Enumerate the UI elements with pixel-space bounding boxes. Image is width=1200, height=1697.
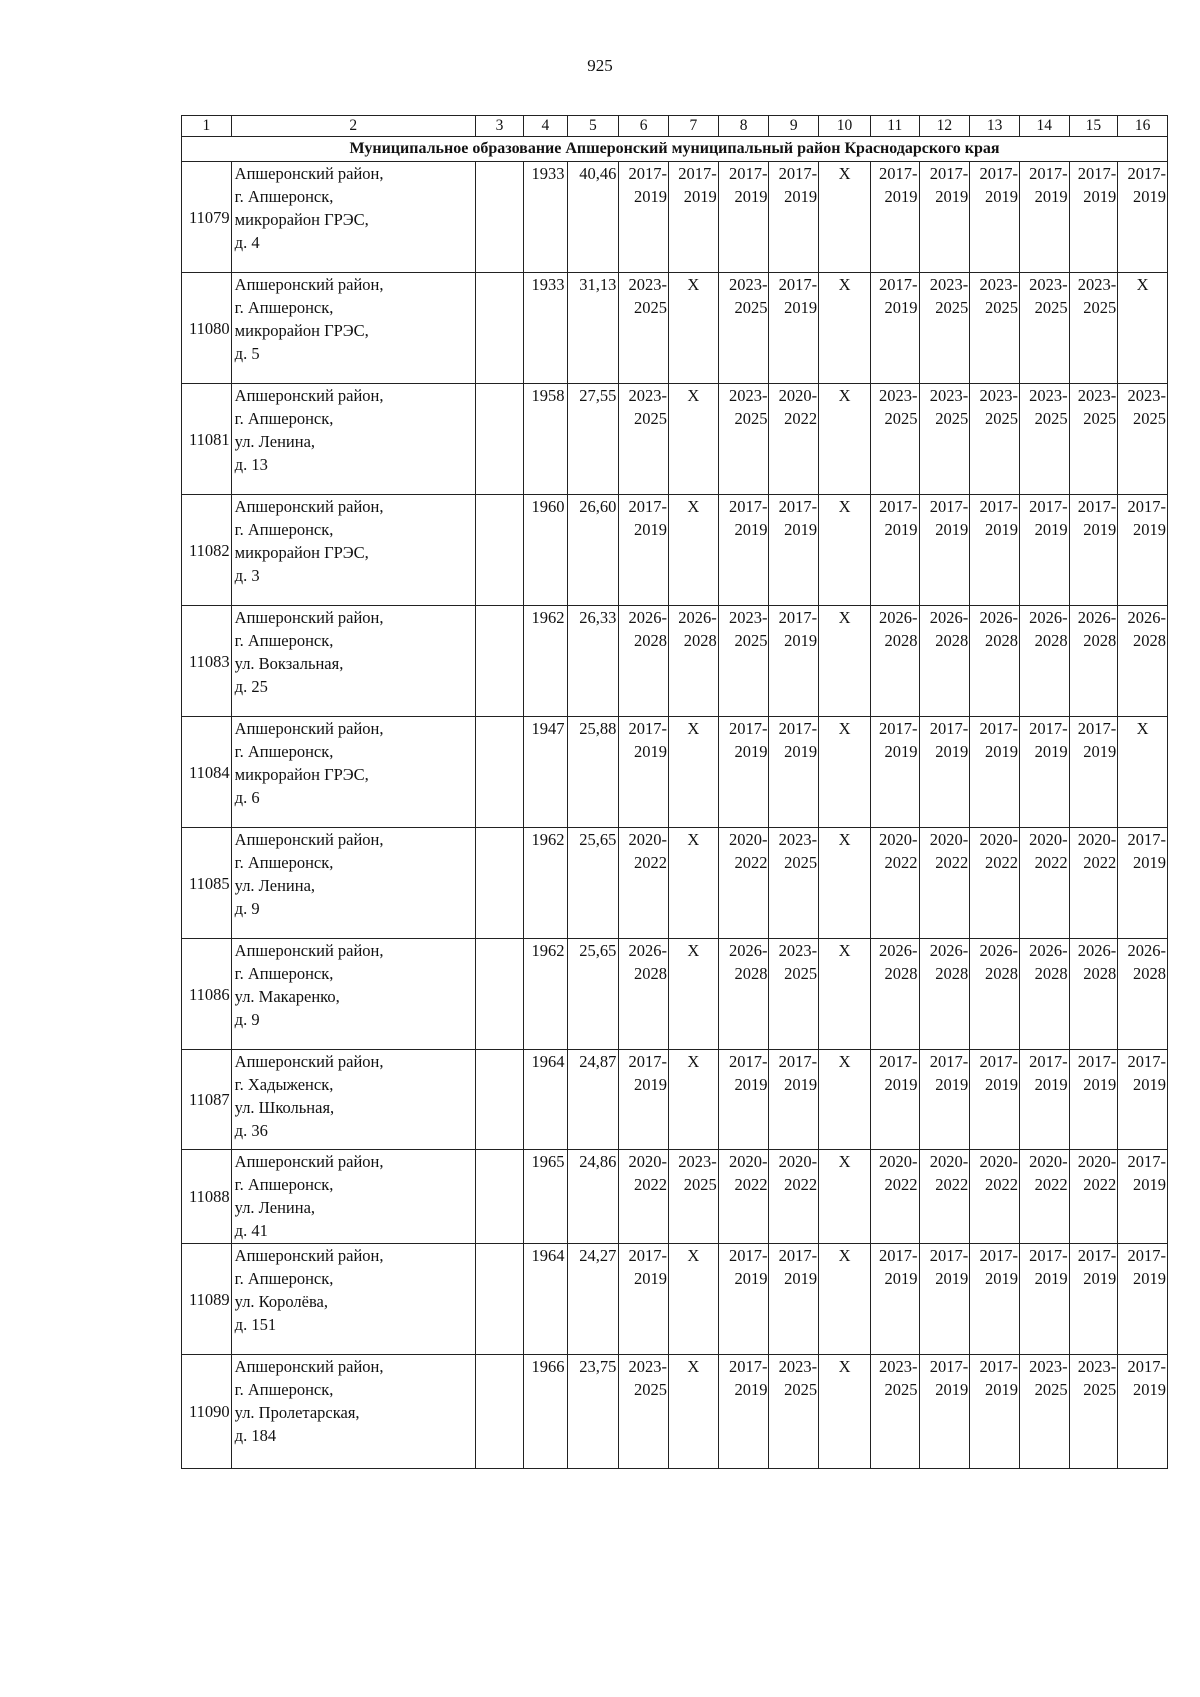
- period-cell-12: 2026- 2028: [919, 606, 970, 717]
- period-cell-13: 2017- 2019: [970, 1355, 1020, 1469]
- address-cell: Апшеронский район, г. Апшеронск, ул. Ленина, д. 13: [231, 384, 475, 495]
- period-cell-10: Х: [819, 1244, 871, 1355]
- period-cell-14: 2020- 2022: [1019, 1150, 1069, 1244]
- period-cell-6: 2023- 2025: [619, 273, 669, 384]
- period-cell-11: 2026- 2028: [870, 939, 919, 1050]
- period-cell-6: 2020- 2022: [619, 828, 669, 939]
- period-cell-6: 2017- 2019: [619, 1050, 669, 1150]
- year-built-cell: 1964: [524, 1050, 567, 1150]
- period-cell-13: 2017- 2019: [970, 495, 1020, 606]
- period-cell-9: 2017- 2019: [769, 717, 819, 828]
- period-cell-13: 2023- 2025: [970, 384, 1020, 495]
- value-cell: 25,88: [567, 717, 619, 828]
- period-cell-8: 2023- 2025: [718, 606, 769, 717]
- period-cell-15: 2017- 2019: [1069, 1050, 1118, 1150]
- period-cell-16: 2017- 2019: [1118, 1150, 1168, 1244]
- period-cell-9: 2020- 2022: [769, 384, 819, 495]
- address-cell: Апшеронский район, г. Апшеронск, ул. Королёва, д. 151: [231, 1244, 475, 1355]
- page-number: 925: [587, 56, 613, 75]
- period-cell-7: Х: [669, 1244, 719, 1355]
- table-row: [182, 495, 1168, 606]
- period-cell-9: 2017- 2019: [769, 273, 819, 384]
- period-cell-15: 2017- 2019: [1069, 1244, 1118, 1355]
- value-cell: 24,86: [567, 1150, 619, 1244]
- period-cell-9: 2023- 2025: [769, 939, 819, 1050]
- period-cell-12: 2017- 2019: [919, 1355, 970, 1469]
- period-cell-7: 2023- 2025: [669, 1150, 719, 1244]
- period-cell-14: 2023- 2025: [1019, 273, 1069, 384]
- record-number: 11086: [182, 939, 232, 1050]
- table-row: [182, 1244, 1168, 1355]
- period-cell-16: 2017- 2019: [1118, 495, 1168, 606]
- period-cell-12: 2017- 2019: [919, 1244, 970, 1355]
- period-cell-12: 2017- 2019: [919, 717, 970, 828]
- year-built-cell: 1965: [524, 1150, 567, 1244]
- column-number-header: 1: [182, 116, 232, 137]
- value-cell: 31,13: [567, 273, 619, 384]
- period-cell-7: Х: [669, 273, 719, 384]
- table-row: [182, 717, 1168, 828]
- period-cell-15: 2023- 2025: [1069, 273, 1118, 384]
- period-cell-14: 2017- 2019: [1019, 1244, 1069, 1355]
- period-cell-14: 2026- 2028: [1019, 606, 1069, 717]
- period-cell-14: 2023- 2025: [1019, 384, 1069, 495]
- period-cell-16: Х: [1118, 717, 1168, 828]
- period-cell-7: Х: [669, 1050, 719, 1150]
- period-cell-6: 2017- 2019: [619, 495, 669, 606]
- year-built-cell: 1964: [524, 1244, 567, 1355]
- period-cell-8: 2017- 2019: [718, 1355, 769, 1469]
- table-row: [182, 606, 1168, 717]
- cell-col-3: [475, 273, 524, 384]
- value-cell: 24,27: [567, 1244, 619, 1355]
- period-cell-12: 2017- 2019: [919, 162, 970, 273]
- period-cell-9: 2017- 2019: [769, 1050, 819, 1150]
- value-cell: 26,33: [567, 606, 619, 717]
- period-cell-16: 2017- 2019: [1118, 1355, 1168, 1469]
- period-cell-13: 2026- 2028: [970, 606, 1020, 717]
- cell-col-3: [475, 606, 524, 717]
- period-cell-8: 2017- 2019: [718, 717, 769, 828]
- period-cell-7: Х: [669, 1355, 719, 1469]
- period-cell-10: Х: [819, 495, 871, 606]
- table-row: [182, 384, 1168, 495]
- value-cell: 24,87: [567, 1050, 619, 1150]
- column-number-header: 8: [718, 116, 769, 137]
- period-cell-11: 2017- 2019: [870, 162, 919, 273]
- year-built-cell: 1962: [524, 606, 567, 717]
- register-table: [181, 115, 1168, 1469]
- period-cell-6: 2017- 2019: [619, 162, 669, 273]
- column-number-header: 13: [970, 116, 1020, 137]
- period-cell-11: 2026- 2028: [870, 606, 919, 717]
- period-cell-13: 2017- 2019: [970, 162, 1020, 273]
- period-cell-6: 2026- 2028: [619, 939, 669, 1050]
- period-cell-16: 2017- 2019: [1118, 1050, 1168, 1150]
- column-number-row: [182, 116, 1168, 137]
- column-number-header: 5: [567, 116, 619, 137]
- period-cell-7: Х: [669, 384, 719, 495]
- value-cell: 23,75: [567, 1355, 619, 1469]
- period-cell-6: 2023- 2025: [619, 1355, 669, 1469]
- period-cell-12: 2026- 2028: [919, 939, 970, 1050]
- period-cell-7: Х: [669, 495, 719, 606]
- column-number-header: 6: [619, 116, 669, 137]
- period-cell-9: 2020- 2022: [769, 1150, 819, 1244]
- year-built-cell: 1962: [524, 828, 567, 939]
- period-cell-11: 2023- 2025: [870, 1355, 919, 1469]
- column-number-header: 10: [819, 116, 871, 137]
- record-number: 11079: [182, 162, 232, 273]
- cell-col-3: [475, 162, 524, 273]
- period-cell-12: 2020- 2022: [919, 1150, 970, 1244]
- period-cell-14: 2020- 2022: [1019, 828, 1069, 939]
- section-title-row: [182, 137, 1168, 162]
- period-cell-9: 2017- 2019: [769, 495, 819, 606]
- period-cell-8: 2017- 2019: [718, 1244, 769, 1355]
- table-row: [182, 1355, 1168, 1469]
- address-cell: Апшеронский район, г. Апшеронск, ул. Вокзальная, д. 25: [231, 606, 475, 717]
- period-cell-6: 2017- 2019: [619, 1244, 669, 1355]
- record-number: 11087: [182, 1050, 232, 1150]
- period-cell-13: 2017- 2019: [970, 1244, 1020, 1355]
- period-cell-13: 2017- 2019: [970, 717, 1020, 828]
- record-number: 11090: [182, 1355, 232, 1469]
- column-number-header: 2: [231, 116, 475, 137]
- period-cell-14: 2026- 2028: [1019, 939, 1069, 1050]
- period-cell-9: 2023- 2025: [769, 828, 819, 939]
- cell-col-3: [475, 717, 524, 828]
- period-cell-11: 2020- 2022: [870, 1150, 919, 1244]
- year-built-cell: 1947: [524, 717, 567, 828]
- period-cell-11: 2017- 2019: [870, 1050, 919, 1150]
- period-cell-14: 2017- 2019: [1019, 495, 1069, 606]
- table-row: [182, 939, 1168, 1050]
- table-row: [182, 162, 1168, 273]
- period-cell-12: 2017- 2019: [919, 1050, 970, 1150]
- period-cell-9: 2017- 2019: [769, 162, 819, 273]
- address-cell: Апшеронский район, г. Апшеронск, ул. Ленина, д. 9: [231, 828, 475, 939]
- period-cell-8: 2023- 2025: [718, 384, 769, 495]
- record-number: 11080: [182, 273, 232, 384]
- address-cell: Апшеронский район, г. Апшеронск, микрорайон ГРЭС, д. 4: [231, 162, 475, 273]
- address-cell: Апшеронский район, г. Хадыженск, ул. Школьная, д. 36: [231, 1050, 475, 1150]
- period-cell-13: 2020- 2022: [970, 828, 1020, 939]
- address-cell: Апшеронский район, г. Апшеронск, ул. Ленина, д. 41: [231, 1150, 475, 1244]
- cell-col-3: [475, 495, 524, 606]
- section-title: Муниципальное образование Апшеронский муниципальный район Краснодарского края: [182, 137, 1168, 162]
- period-cell-15: 2017- 2019: [1069, 495, 1118, 606]
- table-row: [182, 273, 1168, 384]
- period-cell-14: 2017- 2019: [1019, 1050, 1069, 1150]
- period-cell-16: 2026- 2028: [1118, 939, 1168, 1050]
- period-cell-15: 2026- 2028: [1069, 606, 1118, 717]
- table-row: [182, 1050, 1168, 1150]
- period-cell-10: Х: [819, 828, 871, 939]
- period-cell-10: Х: [819, 1355, 871, 1469]
- cell-col-3: [475, 1244, 524, 1355]
- period-cell-11: 2023- 2025: [870, 384, 919, 495]
- column-number-header: 7: [669, 116, 719, 137]
- year-built-cell: 1966: [524, 1355, 567, 1469]
- cell-col-3: [475, 1355, 524, 1469]
- cell-col-3: [475, 1150, 524, 1244]
- period-cell-14: 2017- 2019: [1019, 162, 1069, 273]
- period-cell-8: 2020- 2022: [718, 828, 769, 939]
- period-cell-12: 2023- 2025: [919, 273, 970, 384]
- period-cell-7: Х: [669, 828, 719, 939]
- period-cell-7: Х: [669, 939, 719, 1050]
- address-cell: Апшеронский район, г. Апшеронск, микрорайон ГРЭС, д. 3: [231, 495, 475, 606]
- column-number-header: 4: [524, 116, 567, 137]
- period-cell-11: 2017- 2019: [870, 717, 919, 828]
- period-cell-13: 2017- 2019: [970, 1050, 1020, 1150]
- period-cell-15: 2026- 2028: [1069, 939, 1118, 1050]
- cell-col-3: [475, 828, 524, 939]
- period-cell-14: 2023- 2025: [1019, 1355, 1069, 1469]
- period-cell-6: 2026- 2028: [619, 606, 669, 717]
- period-cell-8: 2020- 2022: [718, 1150, 769, 1244]
- year-built-cell: 1962: [524, 939, 567, 1050]
- record-number: 11088: [182, 1150, 232, 1244]
- period-cell-8: 2026- 2028: [718, 939, 769, 1050]
- period-cell-7: 2026- 2028: [669, 606, 719, 717]
- value-cell: 25,65: [567, 828, 619, 939]
- period-cell-9: 2023- 2025: [769, 1355, 819, 1469]
- column-number-header: 16: [1118, 116, 1168, 137]
- period-cell-11: 2017- 2019: [870, 273, 919, 384]
- period-cell-13: 2023- 2025: [970, 273, 1020, 384]
- record-number: 11081: [182, 384, 232, 495]
- period-cell-7: Х: [669, 717, 719, 828]
- period-cell-10: Х: [819, 717, 871, 828]
- period-cell-15: 2023- 2025: [1069, 384, 1118, 495]
- column-number-header: 14: [1019, 116, 1069, 137]
- period-cell-10: Х: [819, 1050, 871, 1150]
- period-cell-6: 2023- 2025: [619, 384, 669, 495]
- period-cell-11: 2017- 2019: [870, 1244, 919, 1355]
- period-cell-16: 2017- 2019: [1118, 1244, 1168, 1355]
- period-cell-8: 2017- 2019: [718, 495, 769, 606]
- value-cell: 27,55: [567, 384, 619, 495]
- table-row: [182, 828, 1168, 939]
- period-cell-6: 2017- 2019: [619, 717, 669, 828]
- period-cell-15: 2020- 2022: [1069, 828, 1118, 939]
- period-cell-16: 2026- 2028: [1118, 606, 1168, 717]
- year-built-cell: 1933: [524, 273, 567, 384]
- address-cell: Апшеронский район, г. Апшеронск, ул. Макаренко, д. 9: [231, 939, 475, 1050]
- period-cell-9: 2017- 2019: [769, 1244, 819, 1355]
- record-number: 11083: [182, 606, 232, 717]
- column-number-header: 3: [475, 116, 524, 137]
- period-cell-12: 2020- 2022: [919, 828, 970, 939]
- period-cell-10: Х: [819, 273, 871, 384]
- period-cell-15: 2017- 2019: [1069, 717, 1118, 828]
- period-cell-7: 2017- 2019: [669, 162, 719, 273]
- period-cell-10: Х: [819, 939, 871, 1050]
- period-cell-14: 2017- 2019: [1019, 717, 1069, 828]
- cell-col-3: [475, 939, 524, 1050]
- period-cell-8: 2023- 2025: [718, 273, 769, 384]
- period-cell-15: 2017- 2019: [1069, 162, 1118, 273]
- column-number-header: 15: [1069, 116, 1118, 137]
- period-cell-6: 2020- 2022: [619, 1150, 669, 1244]
- period-cell-10: Х: [819, 162, 871, 273]
- table-row: [182, 1150, 1168, 1244]
- period-cell-16: 2017- 2019: [1118, 162, 1168, 273]
- value-cell: 25,65: [567, 939, 619, 1050]
- column-number-header: 9: [769, 116, 819, 137]
- cell-col-3: [475, 1050, 524, 1150]
- period-cell-8: 2017- 2019: [718, 1050, 769, 1150]
- period-cell-10: Х: [819, 1150, 871, 1244]
- period-cell-16: Х: [1118, 273, 1168, 384]
- period-cell-12: 2017- 2019: [919, 495, 970, 606]
- column-number-header: 11: [870, 116, 919, 137]
- period-cell-13: 2020- 2022: [970, 1150, 1020, 1244]
- year-built-cell: 1933: [524, 162, 567, 273]
- year-built-cell: 1958: [524, 384, 567, 495]
- period-cell-10: Х: [819, 606, 871, 717]
- period-cell-11: 2017- 2019: [870, 495, 919, 606]
- value-cell: 26,60: [567, 495, 619, 606]
- period-cell-10: Х: [819, 384, 871, 495]
- record-number: 11082: [182, 495, 232, 606]
- period-cell-12: 2023- 2025: [919, 384, 970, 495]
- record-number: 11084: [182, 717, 232, 828]
- address-cell: Апшеронский район, г. Апшеронск, микрорайон ГРЭС, д. 5: [231, 273, 475, 384]
- year-built-cell: 1960: [524, 495, 567, 606]
- period-cell-15: 2020- 2022: [1069, 1150, 1118, 1244]
- record-number: 11089: [182, 1244, 232, 1355]
- record-number: 11085: [182, 828, 232, 939]
- period-cell-13: 2026- 2028: [970, 939, 1020, 1050]
- period-cell-15: 2023- 2025: [1069, 1355, 1118, 1469]
- value-cell: 40,46: [567, 162, 619, 273]
- period-cell-11: 2020- 2022: [870, 828, 919, 939]
- address-cell: Апшеронский район, г. Апшеронск, ул. Пролетарская, д. 184: [231, 1355, 475, 1469]
- period-cell-8: 2017- 2019: [718, 162, 769, 273]
- address-cell: Апшеронский район, г. Апшеронск, микрорайон ГРЭС, д. 6: [231, 717, 475, 828]
- column-number-header: 12: [919, 116, 970, 137]
- cell-col-3: [475, 384, 524, 495]
- period-cell-16: 2023- 2025: [1118, 384, 1168, 495]
- period-cell-9: 2017- 2019: [769, 606, 819, 717]
- period-cell-16: 2017- 2019: [1118, 828, 1168, 939]
